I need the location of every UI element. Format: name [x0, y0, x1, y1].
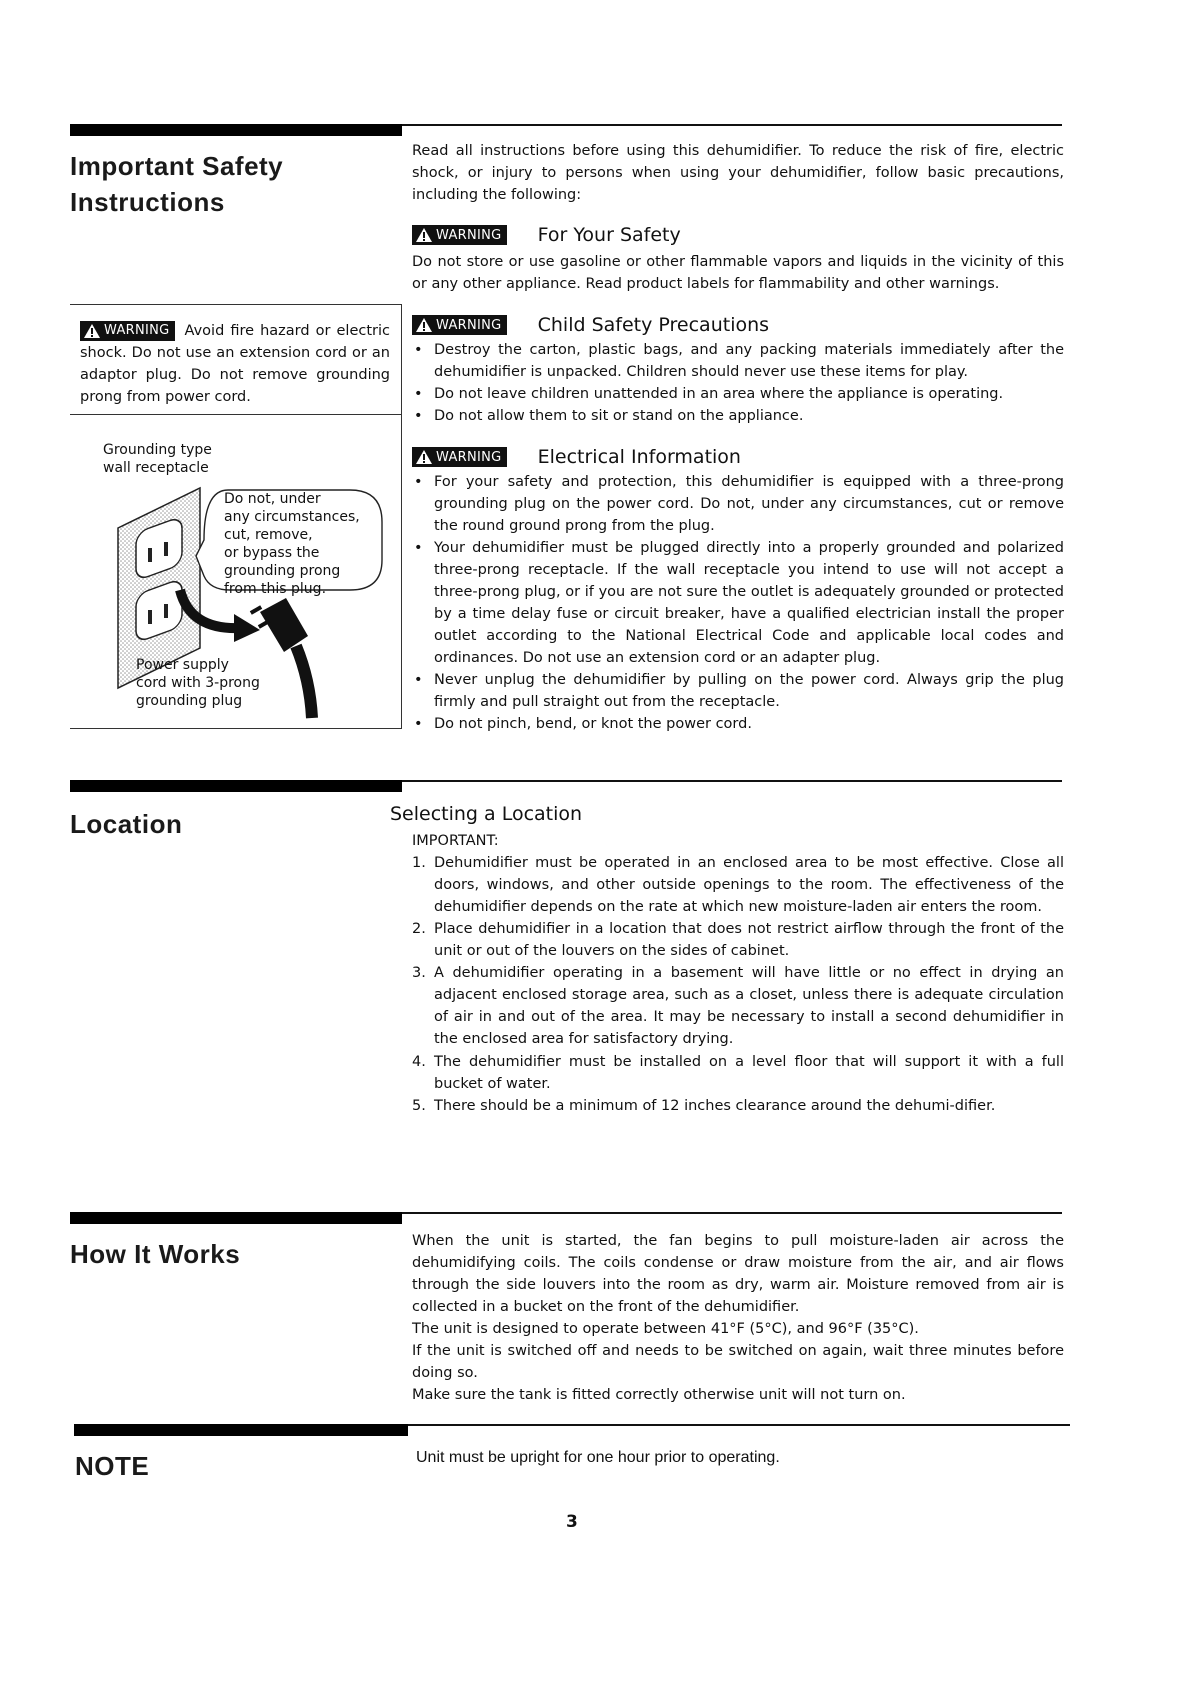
- location-subheading: Selecting a Location: [390, 803, 583, 825]
- warning-badge-label: WARNING: [436, 449, 502, 465]
- warning-badge-label: WARNING: [436, 227, 502, 243]
- item-text: There should be a minimum of 12 inches clearance around the dehumi-difier.: [434, 1098, 996, 1114]
- receptacle-label-line2: wall receptacle: [103, 460, 209, 476]
- item-text: The dehumidifier must be installed on a level floor that will support it with a full bucket of water.: [434, 1054, 1064, 1092]
- warning-triangle-icon: [415, 449, 433, 465]
- item-number: 2.: [412, 921, 426, 937]
- item-number: 3.: [412, 965, 426, 981]
- warning-triangle-icon: [83, 323, 101, 339]
- plug-label-line: Power supply: [136, 657, 229, 673]
- paragraph: Make sure the tank is fitted correctly otherwise unit will not turn on.: [412, 1387, 906, 1403]
- receptacle-label: [103, 441, 212, 477]
- location-title: Location: [70, 809, 183, 839]
- warning-triangle-icon: [415, 317, 433, 333]
- left-box-bottom-rule: [70, 728, 402, 729]
- electrical-list: [412, 471, 1064, 735]
- paragraph: If the unit is switched off and needs to be switched on again, wait three minutes before doing so.: [412, 1343, 1064, 1381]
- left-box-mid-rule: [70, 414, 402, 415]
- note-text: Unit must be upright for one hour prior to operating.: [416, 1449, 780, 1466]
- left-box-top-rule: [70, 304, 402, 305]
- receptacle-label-line1: Grounding type: [103, 442, 212, 458]
- list-item: [412, 1095, 1064, 1117]
- safety-intro: Read all instructions before using this dehumidifier. To reduce the risk of fire, electric shock, or injury to persons when using your dehumidifier, follow basic precautions, including the following:: [412, 143, 1064, 203]
- warning-badge: [412, 315, 507, 335]
- callout-line: or bypass the: [224, 545, 320, 561]
- note-title: NOTE: [75, 1451, 150, 1481]
- child-safety-list: [412, 339, 1064, 427]
- section-rule-thick: [70, 780, 402, 792]
- paragraph: The unit is designed to operate between 41°F (5°C), and 96°F (35°C).: [412, 1321, 919, 1337]
- section-rule-thin: [402, 780, 1062, 782]
- section-rule-thin: [408, 1424, 1070, 1426]
- list-item: [412, 918, 1064, 962]
- for-your-safety-header: [412, 224, 681, 250]
- warning-triangle-icon: [415, 227, 433, 243]
- section-rule-thick: [70, 124, 402, 136]
- warning-badge-label: WARNING: [436, 317, 502, 333]
- plug-callout: [224, 490, 360, 598]
- side-warning-text: Avoid fire hazard or electric shock. Do not use an extension cord or an adaptor plug. Do not remove grounding prong from power cord.: [80, 323, 390, 405]
- list-item: • Your dehumidifier must be plugged directly into a properly grounded and polarized three-prong receptacle. If the wall receptacle you intend to use will not accept a three-prong plug, or if you are not sure the outlet is adequately grounded or protected by a time delay fuse or circuit breaker, have a qualified electrician install the proper outlet according to the National Electrical Code and applicable local codes and ordinances. Do not use an extension cord or an adapter plug.: [412, 537, 1064, 669]
- list-item: [412, 962, 1064, 1050]
- for-your-safety-text: Do not store or use gasoline or other flammable vapors and liquids in the vicinity of this or any other appliance. Read product labels for flammability and other warnings.: [412, 254, 1064, 292]
- callout-line: cut, remove,: [224, 527, 313, 543]
- how-it-works-body: [412, 1230, 1064, 1406]
- item-number: 1.: [412, 855, 426, 871]
- electrical-header: [412, 446, 741, 472]
- callout-line: any circumstances,: [224, 509, 360, 525]
- item-number: 5.: [412, 1098, 426, 1114]
- left-box-right-rule: [401, 304, 402, 728]
- section-rule-thick: [74, 1424, 408, 1436]
- list-item: [412, 852, 1064, 918]
- list-item: • Do not pinch, bend, or knot the power cord.: [412, 713, 1064, 735]
- list-item: • Never unplug the dehumidifier by pulling on the power cord. Always grip the plug firmly and pull straight out from the receptacle.: [412, 669, 1064, 713]
- location-list: [412, 852, 1064, 1117]
- callout-line: from this plug.: [224, 581, 327, 597]
- item-text: Place dehumidifier in a location that does not restrict airflow through the front of the unit or out of the louvers on the sides of cabinet.: [434, 921, 1064, 959]
- callout-line: Do not, under: [224, 491, 321, 507]
- warning-badge: [412, 225, 507, 245]
- list-item: • Do not leave children unattended in an area where the appliance is operating.: [412, 383, 1064, 405]
- plug-label: [136, 656, 260, 710]
- section-rule-thick: [70, 1212, 402, 1224]
- for-your-safety-heading: For Your Safety: [537, 224, 681, 246]
- child-safety-header: [412, 314, 769, 340]
- safety-title-line2: Instructions: [70, 187, 225, 217]
- electrical-heading: Electrical Information: [537, 446, 741, 468]
- item-text: A dehumidifier operating in a basement will have little or no effect in drying an adjacent enclosed storage area, such as a closet, unless there is adequate circulation of air in and out of the area. It may be necessary to install a second dehumidifier in the enclosed area for satisfactory drying.: [434, 965, 1064, 1047]
- side-warning: [80, 320, 390, 408]
- item-text: Dehumidifier must be operated in an enclosed area to be most effective. Close all doors, windows, and other outside openings to the room. The effectiveness of the dehumidifier depends on the rate at which new moisture-laden air enters the room.: [434, 855, 1064, 915]
- warning-badge-label: WARNING: [104, 323, 170, 338]
- item-number: 4.: [412, 1054, 426, 1070]
- how-it-works-title: How It Works: [70, 1239, 241, 1269]
- callout-line: grounding prong: [224, 563, 341, 579]
- paragraph: When the unit is started, the fan begins to pull moisture-laden air across the dehumidifying coils. The coils condense or draw moisture from the air, and air flows through the side louvers into the room as dry, warm air. Moisture removed from air is collected in a bucket on the front of the dehumidifier.: [412, 1233, 1064, 1315]
- safety-title-line1: Important Safety: [70, 151, 284, 181]
- safety-title: [70, 148, 283, 220]
- plug-label-line: cord with 3-prong: [136, 675, 260, 691]
- location-important: IMPORTANT:: [412, 833, 499, 849]
- list-item: • For your safety and protection, this dehumidifier is equipped with a three-prong grounding plug on the power cord. Do not, under any circumstances, cut or remove the round ground prong from the plug.: [412, 471, 1064, 537]
- warning-badge: [412, 447, 507, 467]
- plug-label-line: grounding plug: [136, 693, 243, 709]
- list-item: • Destroy the carton, plastic bags, and any packing materials immediately after the dehumidifier is unpacked. Children should never use these items for play.: [412, 339, 1064, 383]
- section-rule-thin: [402, 124, 1062, 126]
- child-safety-heading: Child Safety Precautions: [537, 314, 770, 336]
- warning-badge: [80, 321, 175, 341]
- section-rule-thin: [402, 1212, 1062, 1214]
- list-item: [412, 1051, 1064, 1095]
- page-number: 3: [566, 1512, 578, 1532]
- list-item: • Do not allow them to sit or stand on the appliance.: [412, 405, 1064, 427]
